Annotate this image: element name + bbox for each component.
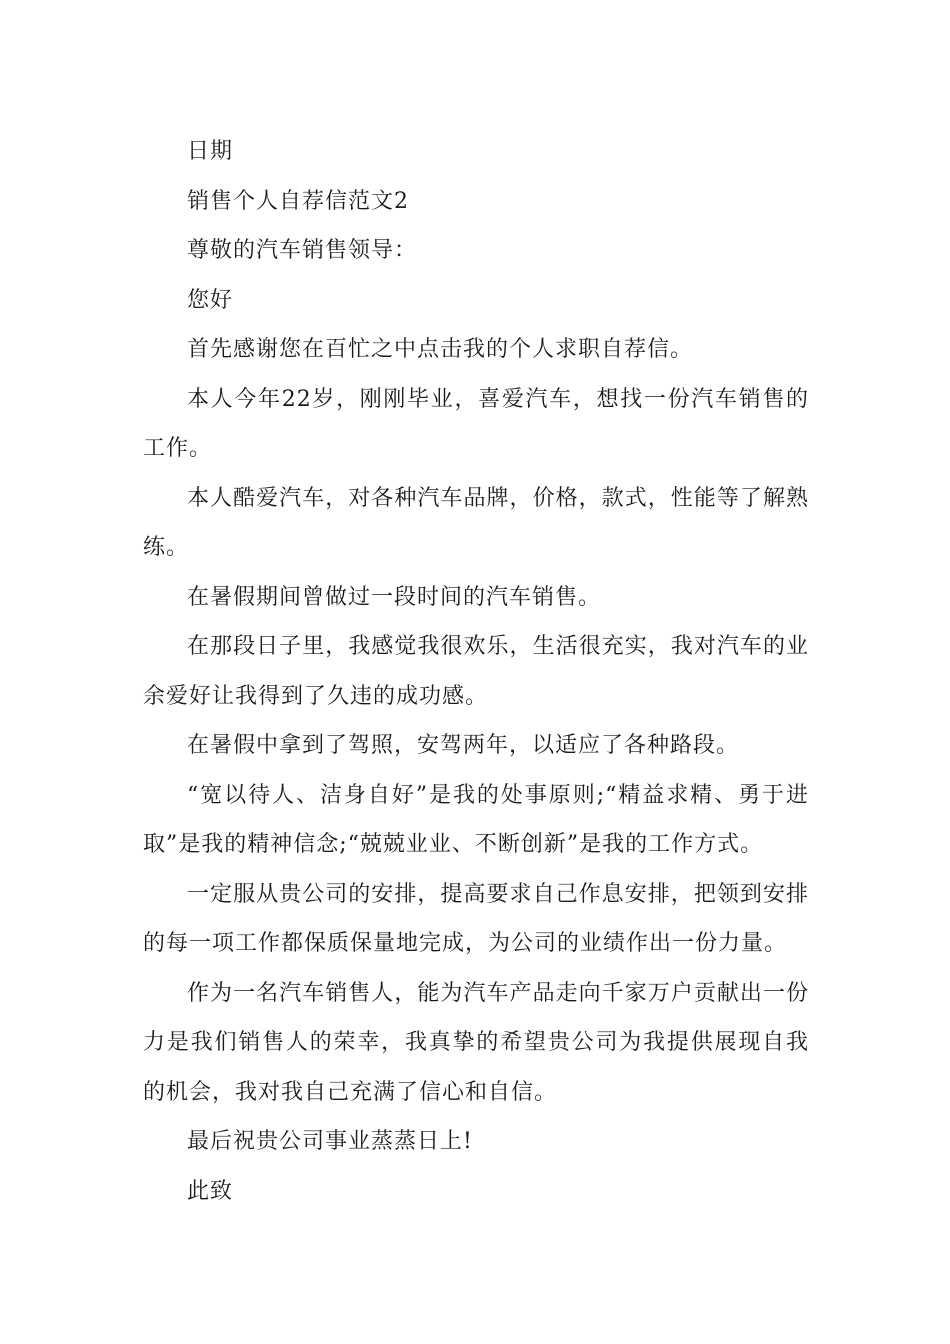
paragraph: 在暑假中拿到了驾照，安驾两年，以适应了各种路段。 [187,733,740,758]
paragraph: 在那段日子里，我感觉我很欢乐，生活很充实，我对汽车的业余爱好让我得到了久违的成功感。 [143,634,809,709]
date-line: 日期 [187,139,234,164]
paragraph: 一定服从贵公司的安排，提高要求自己作息安排，把领到安排的每一项工作都保质保量地完成，为公司的业绩作出一份力量。 [143,881,809,956]
paragraph: 在暑假期间曾做过一段时间的汽车销售。 [187,584,602,610]
paragraph: 作为一名汽车销售人，能为汽车产品走向千家万户贡献出一份力是我们销售人的荣幸，我真挚的希望贵公司为我提供展现自我的机会，我对我自己充满了信心和自信。 [143,980,809,1105]
paragraph: 本人酷爱汽车，对各种汽车品牌，价格，款式，性能等了解熟练。 [143,485,809,560]
closing: 此致 [187,1178,234,1204]
closing-wish: 最后祝贵公司事业蒸蒸日上! [187,1129,473,1154]
greeting: 您好 [187,287,234,313]
paragraph: 本人今年22岁，刚刚毕业，喜爱汽车，想找一份汽车销售的工作。 [143,386,809,461]
paragraph: 首先感谢您在百忙之中点击我的个人求职自荐信。 [187,337,694,362]
letter-body [143,127,809,1216]
paragraph: “宽以待人、洁身自好”是我的处事原则;“精益求精、勇于进取”是我的精神信念;“兢兢业业、不断创新”是我的工作方式。 [143,782,809,857]
salutation: 尊敬的汽车销售领导： [187,238,418,263]
letter-title: 销售个人自荐信范文2 [187,188,409,214]
